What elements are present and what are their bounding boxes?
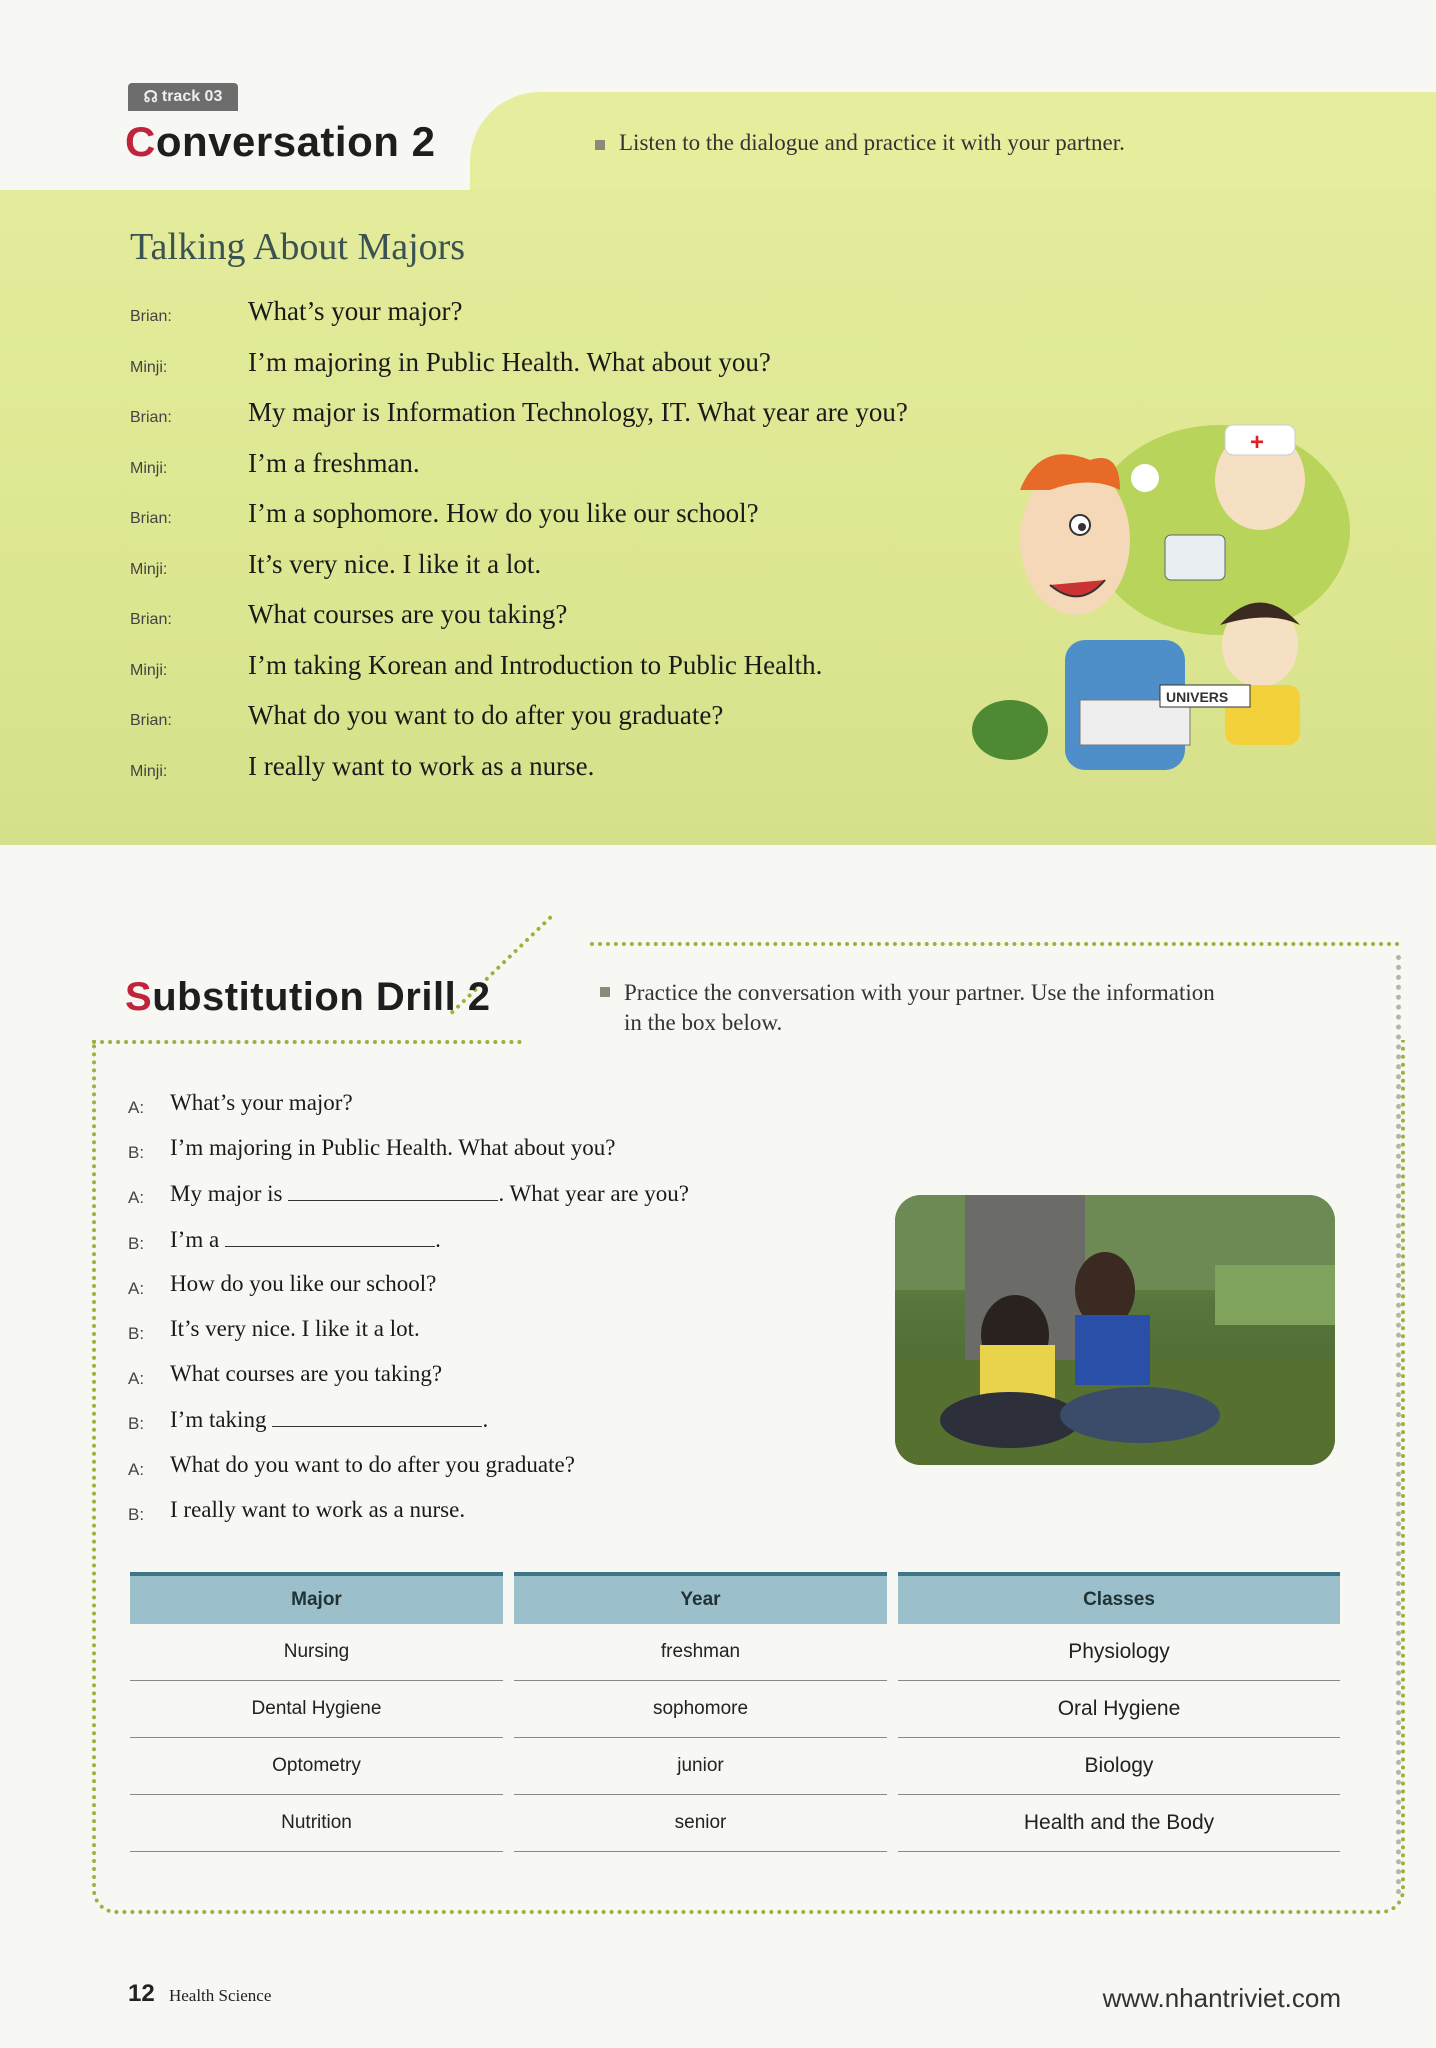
drill-border-top [590,942,1400,946]
dialogue-text: It’s very nice. I like it a lot. [248,548,542,579]
table-header: Classes [898,1572,1340,1624]
drill-text-post: . [435,1226,441,1252]
drill-instruction: Practice the conversation with your partner. Use the information in the box below. [600,978,1215,1038]
audio-track-label[interactable]: ☊ track 03 [128,83,238,111]
drill-text-pre: My major is [170,1181,283,1207]
table-column-year [514,1572,887,1852]
drill-title: Substitution Drill 2 [125,975,491,1019]
speaker-label: B: [128,1143,145,1163]
drill-text: I really want to work as a nurse. [170,1496,466,1522]
drill-text-pre: I’m taking [170,1407,267,1433]
conversation-title: Conversation 2 [125,118,436,165]
speaker-label: Minji: [130,560,168,578]
bullet-square-icon [595,140,605,150]
speaker-label: B: [128,1233,145,1253]
sparkle-icon [1131,464,1159,492]
speaker-label: A: [128,1188,145,1208]
table-cell: freshman [514,1624,887,1681]
table-cell: sophomore [514,1681,887,1738]
speaker-label: Minji: [130,762,168,780]
dialogue-text: What’s your major? [248,296,463,326]
speaker-label: Minji: [130,661,168,679]
drill-text [170,1406,488,1433]
fill-in-blank[interactable] [272,1406,482,1427]
table-cell: Biology [898,1738,1340,1795]
table-header: Year [514,1572,887,1624]
dialogue-text: I’m a freshman. [248,447,420,478]
headphone-icon: ☊ [143,89,158,106]
page-footer [128,1980,271,2008]
table-cell: Dental Hygiene [130,1681,503,1738]
conversation-subtitle: Talking About Majors [130,226,466,268]
speaker-label: A: [128,1369,145,1389]
dialogue-text: What courses are you taking? [248,599,568,629]
dialogue-text: I really want to work as a nurse. [248,750,595,781]
speaker-label: A: [128,1459,145,1479]
dialogue-text: My major is Information Technology, IT. What year are you? [248,397,908,427]
drill-text [170,1226,441,1253]
drill-text: I’m majoring in Public Health. What about you? [170,1135,616,1161]
drill-text: What’s your major? [170,1090,353,1115]
bullet-square-icon [600,987,610,997]
conversation-instruction: Listen to the dialogue and practice it with your partner. [595,130,1125,156]
fill-in-blank[interactable] [288,1180,498,1201]
table-cell: junior [514,1738,887,1795]
speaker-label: B: [128,1414,145,1434]
book-title: Health Science [168,1986,272,2005]
speaker-label: Brian: [130,611,172,628]
table-cell: Physiology [898,1624,1340,1681]
speaker-label: Minji: [130,358,168,376]
speaker-label: A: [128,1098,145,1117]
drill-text: It’s very nice. I like it a lot. [170,1315,420,1341]
table-cell: Nutrition [130,1795,503,1852]
students-cartoon-illustration [970,420,1370,780]
table-cell: Optometry [130,1738,503,1795]
speaker-label: Brian: [130,712,172,729]
students-photo [895,1195,1335,1465]
table-cell: Nursing [130,1624,503,1681]
drill-text: How do you like our school? [170,1270,437,1296]
table-cell: senior [514,1795,887,1852]
drill-text-post: . What year are you? [498,1181,689,1207]
drill-text-post: . [482,1407,489,1433]
table-column-classes [898,1572,1340,1852]
speaker-label: A: [128,1278,145,1298]
drill-text: What do you want to do after you graduate? [170,1451,575,1477]
dialogue-text: I’m majoring in Public Health. What about you? [248,346,771,377]
table-cell: Oral Hygiene [898,1681,1340,1738]
website-link[interactable]: www.nhantriviet.com [1102,1983,1341,2013]
dialogue-text: I’m taking Korean and Introduction to Public Health. [248,649,823,680]
drill-text-pre: I’m a [170,1226,220,1252]
red-cross-icon: + [1250,429,1265,456]
speaker-label: Brian: [130,510,172,527]
speaker-label: Minji: [130,459,168,477]
dialogue-text: I’m a sophomore. How do you like our school? [248,498,759,528]
drill-text: What courses are you taking? [170,1361,443,1387]
table-header: Major [130,1572,503,1624]
page-number: 12 [128,1980,155,2007]
clipboard [1165,535,1225,580]
speaker-label: Brian: [130,308,172,325]
speaker-label: Brian: [130,409,172,426]
dialogue-text: What do you want to do after you graduate? [248,700,724,730]
table-cell: Health and the Body [898,1795,1340,1852]
table-column-major [130,1572,503,1852]
university-sign: UNIVERS [1166,689,1229,705]
speaker-label: B: [128,1504,145,1524]
drill-border-right [1396,955,1401,1895]
bush [972,700,1048,760]
fill-in-blank[interactable] [225,1226,435,1247]
speaker-label: B: [128,1323,145,1343]
drill-text [170,1180,689,1207]
